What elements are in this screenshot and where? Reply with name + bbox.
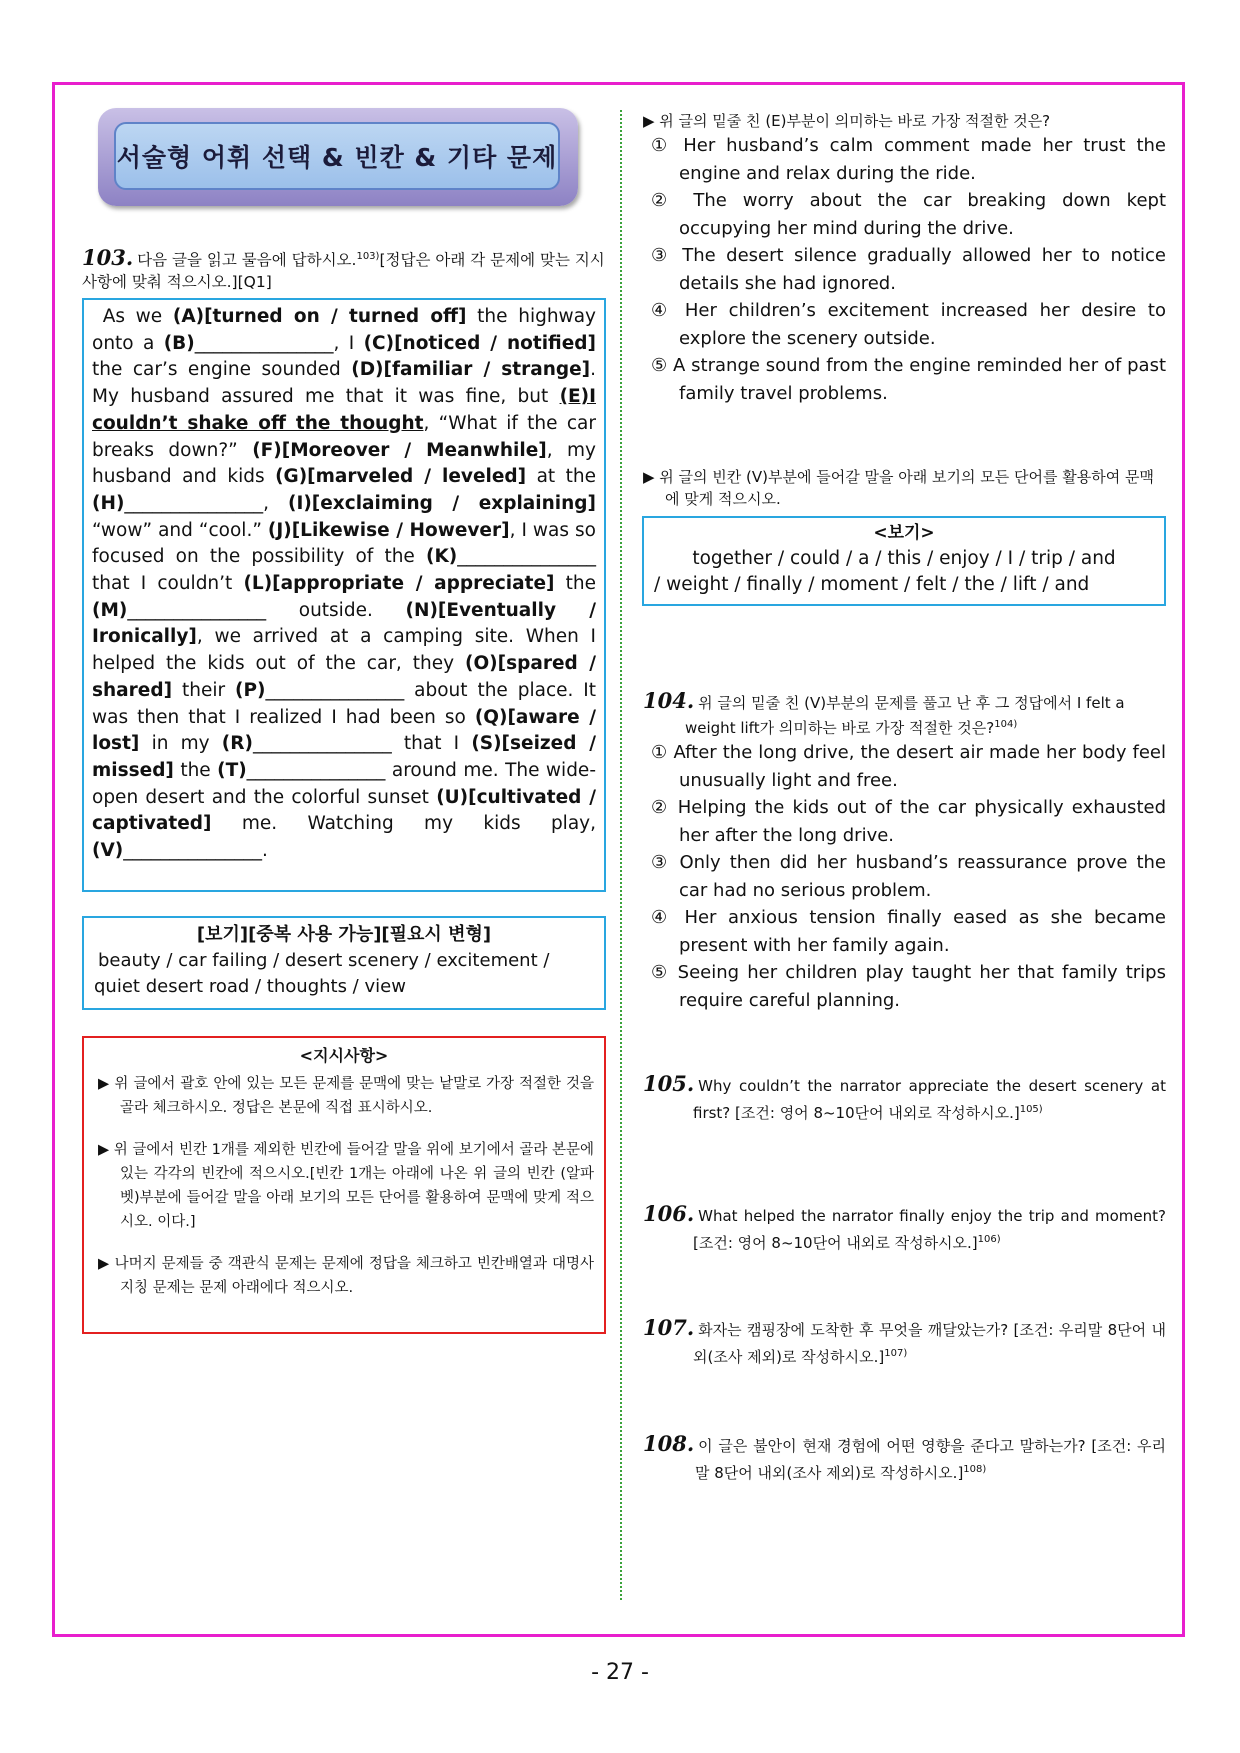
q108-footnote: 108) <box>963 1464 987 1475</box>
q105-number: 105. <box>643 1071 695 1096</box>
q105-text: Why couldn’t the narrator appreciate the desert scenery at first? [조건: 영어 8~10단어 내외로 작성하시오.] <box>693 1077 1166 1122</box>
choice-C[interactable]: (C)[noticed / notified] <box>363 332 596 354</box>
choice-I[interactable]: (I)[exclaiming / explaining] <box>288 492 596 514</box>
blank-M-label: (M) <box>92 599 128 621</box>
arrange-words-line-1: together / could / a / this / enjoy / I / trip / and <box>692 548 1116 569</box>
q104-footnote: 104) <box>994 719 1018 730</box>
choice-U[interactable]: (U)[cultivated / captivated] <box>92 786 596 835</box>
blank-P-label: (P) <box>235 679 266 701</box>
question-105 <box>643 1072 1166 1125</box>
word-bank-words: beauty / car failing / desert scenery / excitement / quiet desert road / thoughts / view <box>94 950 550 997</box>
section-title-badge <box>98 108 578 206</box>
choice-L[interactable]: (L)[appropriate / appreciate] <box>243 573 555 595</box>
question-V <box>643 466 1166 510</box>
blank-B-label: (B) <box>163 332 195 354</box>
arrange-word-title: <보기> <box>873 523 935 543</box>
blank-R[interactable]: _______________ <box>252 733 392 755</box>
question-108 <box>643 1432 1166 1485</box>
question-107 <box>643 1316 1166 1369</box>
passage-box: As we (A)[turned on / turned off] the highway onto a (B)_______________, I (C)[noticed / notified] the car’s engine sounded (D)[familiar / strange]. My husband assured me that it was fine, but (E)I couldn’t shake off the thought, “What if the car breaks down?” (F)[Moreover / Meanwhile], my husband and kids (G)[marveled / leveled] at the (H)_______________, (I)[exclaiming / explaining] “wow” and “cool.” (J)[Likewise / However], I was so focused on the possibility of the (K)_______________ that I couldn’t (L)[appropriate / appreciate] the (M)_______________ outside. (N)[Eventually / Ironically], we arrived at a camping site. When I helped the kids out of the car, they (O)[spared / shared] their (P)_______________ about the place. It was then that I realized I had been so (Q)[aware / lost] in my (R)_______________ that I (S)[seized / missed] the (T)_______________ around me. The wide-open desert and the colorful sunset (U)[cultivated / captivated] me. Watching my kids play, (V)_______________. <box>82 298 606 892</box>
choice-Q[interactable]: (Q)[aware / lost] <box>92 706 596 755</box>
question-V-prompt: ▶ 위 글의 빈칸 (V)부분에 들어갈 말을 아래 보기의 모든 단어를 활용하여 문맥에 맞게 적으시오. <box>643 468 1154 508</box>
choice-J[interactable]: (J)[Likewise / However] <box>267 519 510 541</box>
arrange-words-line-2: / weight / finally / moment / felt / the / lift / and <box>654 574 1090 595</box>
blank-H[interactable]: _______________ <box>124 492 264 514</box>
q103-footnote: 103) <box>356 251 380 262</box>
choice-S[interactable]: (S)[seized / missed] <box>92 733 596 781</box>
blank-V[interactable]: _______________ <box>123 840 262 862</box>
instruction-item: ▶ 위 글에서 괄호 안에 있는 모든 문제를 문맥에 맞는 낱말로 가장 적절한 것을 골라 체크하시오. 정답은 본문에 직접 표시하시오. <box>98 1076 594 1116</box>
q106-footnote: 106) <box>977 1234 1001 1245</box>
q103-instruction: 다음 글을 읽고 물음에 답하시오. <box>137 251 357 270</box>
blank-T-label: (T) <box>217 759 247 781</box>
blank-M[interactable]: _______________ <box>127 599 267 621</box>
question-104 <box>643 690 1166 1014</box>
underlined-E: (E)I couldn’t shake off the thought <box>92 386 596 434</box>
q106-text: What helped the narrator finally enjoy the trip and moment? [조건: 영어 8~10단어 내외로 작성하시오.] <box>693 1207 1166 1252</box>
choice-N[interactable]: (N)[Eventually / Ironically] <box>92 599 597 648</box>
option[interactable]: ④ Her anxious tension finally eased as she became present with her family again. <box>651 907 1166 956</box>
blank-R-label: (R) <box>221 733 253 755</box>
choice-O[interactable]: (O)[spared / shared] <box>92 653 596 701</box>
q105-footnote: 105) <box>1019 1104 1043 1115</box>
arrange-word-box <box>642 516 1166 606</box>
blank-K[interactable]: _______________ <box>457 546 596 568</box>
q103-number: 103. <box>82 245 134 271</box>
section-title: 서술형 어휘 선택 & 빈칸 & 기타 문제 <box>114 122 560 190</box>
option[interactable]: ③ The desert silence gradually allowed her to notice details she had ignored. <box>651 245 1166 294</box>
option[interactable]: ① Her husband’s calm comment made her trust the engine and relax during the ride. <box>651 135 1166 184</box>
option[interactable]: ③ Only then did her husband’s reassurance prove the car had no serious problem. <box>651 852 1166 901</box>
option[interactable]: ⑤ A strange sound from the engine reminded her of past family travel problems. <box>651 355 1166 404</box>
question-106 <box>643 1202 1166 1255</box>
instruction-item: ▶ 나머지 문제들 중 객관식 문제는 문제에 정답을 체크하고 빈칸배열과 대명사 지칭 문제는 문제 아래에다 적으시오. <box>98 1256 594 1296</box>
column-divider <box>620 110 622 1600</box>
q108-text: 이 글은 불안이 현재 경험에 어떤 영향을 준다고 말하는가? [조건: 우리말 8단어 내외(조사 제외)로 작성하시오.] <box>695 1437 1166 1482</box>
question-E-prompt: ▶ 위 글의 밑줄 친 (E)부분이 의미하는 바로 가장 적절한 것은? <box>643 112 1051 130</box>
q107-number: 107. <box>643 1315 695 1340</box>
blank-P[interactable]: _______________ <box>265 679 405 701</box>
instruction-item: ▶ 위 글에서 빈칸 1개를 제외한 빈칸에 들어갈 말을 위에 보기에서 골라 본문에 있는 각각의 빈칸에 적으시오.[빈칸 1개는 아래에 나온 위 글의 빈칸 (알파벳)부분에 들어갈 말을 아래 보기의 모든 단어를 활용하여 문맥에 맞게 적으시오. 이다.] <box>98 1142 594 1230</box>
option[interactable]: ② Helping the kids out of the car physically exhausted her after the long drive. <box>651 797 1166 846</box>
word-bank-title: [보기][중복 사용 가능][필요시 변형] <box>196 924 492 945</box>
choice-D[interactable]: (D)[familiar / strange] <box>351 359 591 381</box>
q103-instruction-2: [정답은 아래 각 문제에 맞는 지시사항에 맞춰 적으시오.][Q1] <box>82 251 605 292</box>
q104-number: 104. <box>643 688 695 713</box>
blank-V-label: (V) <box>92 840 124 862</box>
choice-G[interactable]: (G)[marveled / leveled] <box>275 466 527 488</box>
option[interactable]: ④ Her children’s excitement increased her desire to explore the scenery outside. <box>651 300 1166 349</box>
blank-B[interactable]: _______________ <box>194 332 334 354</box>
option[interactable]: ② The worry about the car breaking down kept occupying her mind during the drive. <box>651 190 1166 239</box>
word-bank-box <box>82 916 606 1010</box>
instructions-box <box>82 1036 606 1334</box>
choice-A[interactable]: (A)[turned on / turned off] <box>172 306 467 327</box>
q108-number: 108. <box>643 1431 695 1456</box>
instructions-title: <지시사항> <box>299 1046 389 1065</box>
blank-H-label: (H) <box>92 492 125 514</box>
q107-text: 화자는 캠핑장에 도착한 후 무엇을 깨달았는가? [조건: 우리말 8단어 내외(조사 제외)로 작성하시오.] <box>693 1321 1166 1366</box>
choice-F[interactable]: (F)[Moreover / Meanwhile] <box>252 439 547 461</box>
q106-number: 106. <box>643 1201 695 1226</box>
option[interactable]: ⑤ Seeing her children play taught her that family trips require careful planning. <box>651 962 1166 1011</box>
q103-header <box>82 246 606 293</box>
q107-footnote: 107) <box>884 1348 908 1359</box>
page-number: - 27 - <box>591 1660 649 1685</box>
q104-prompt: 위 글의 밑줄 친 (V)부분의 문제를 풀고 난 후 그 정답에서 I felt a weight lift가 의미하는 바로 가장 적절한 것은? <box>685 694 1125 737</box>
blank-T[interactable]: _______________ <box>246 759 386 781</box>
question-E <box>643 110 1166 407</box>
option[interactable]: ① After the long drive, the desert air made her body feel unusually light and free. <box>651 742 1166 791</box>
blank-K-label: (K) <box>426 546 458 568</box>
